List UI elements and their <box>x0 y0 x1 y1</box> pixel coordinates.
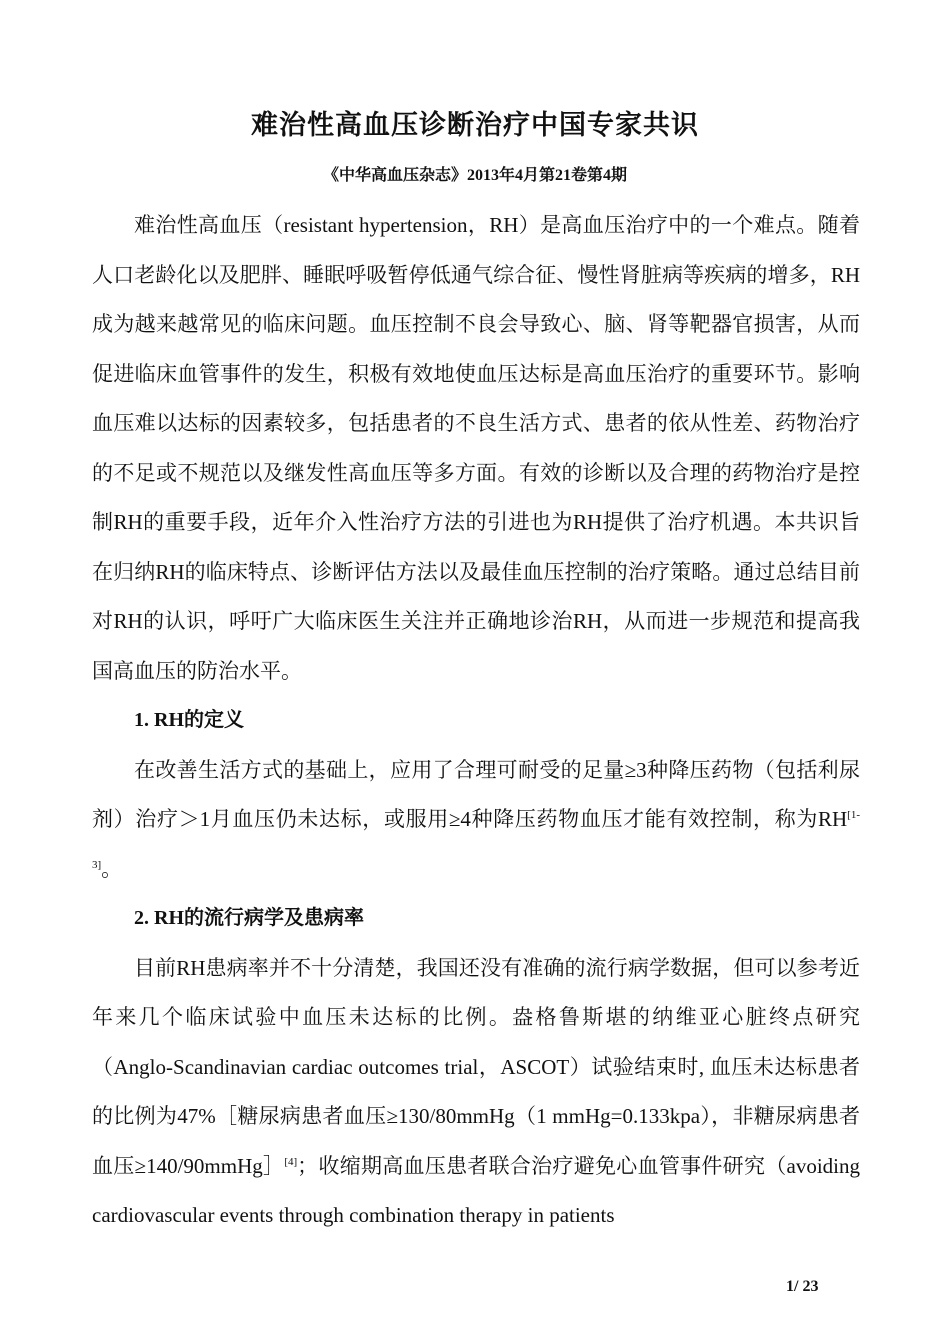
section-2-paragraph <box>92 944 860 1241</box>
document-title: 难治性高血压诊断治疗中国专家共识 <box>251 110 699 140</box>
section-2-heading: 2. RH的流行病学及患病率 <box>134 907 364 929</box>
page-separator: / <box>794 1278 799 1295</box>
section-1-heading: 1. RH的定义 <box>134 709 244 731</box>
citation-ref: [4] <box>284 1155 298 1168</box>
section-1-paragraph <box>92 746 860 895</box>
citation-ref: [1-3] <box>92 809 860 871</box>
section-1-end: 。 <box>101 856 123 881</box>
section-2-text-b: ；收缩期高血压患者联合治疗避免心血管事件研究（avoiding cardiovascular events through combination therapy in patients <box>92 1153 860 1227</box>
section-2-text-a: 目前RH患病率并不十分清楚，我国还没有准确的流行病学数据，但可以参考近年来几个临床试验中血压未达标的比例。盎格鲁斯堪的纳维亚心脏终点研究（Anglo-Scandinavian cardiac outcomes trial，ASCOT）试验结束时, 血压未达标患者的比例为47%［糖尿病患者血压≥130/80mmHg（1 mmHg=0.133kpa），非糖尿病患者血压≥140/90mmHg］ <box>92 955 860 1178</box>
journal-citation: 《中华高血压杂志》2013年4月第21卷第4期 <box>322 167 627 184</box>
intro-paragraph: 难治性高血压（resistant hypertension，RH）是高血压治疗中的一个难点。随着人口老龄化以及肥胖、睡眠呼吸暂停低通气综合征、慢性肾脏病等疾病的增多，RH成为越来越常见的临床问题。血压控制不良会导致心、脑、肾等靶器官损害，从而促进临床血管事件的发生，积极有效地使血压达标是高血压治疗的重要环节。影响血压难以达标的因素较多，包括患者的不良生活方式、患者的依从性差、药物治疗的不足或不规范以及继发性高血压等多方面。有效的诊断以及合理的药物治疗是控制RH的重要手段，近年介入性治疗方法的引进也为RH提供了治疗机遇。本共识旨在归纳RH的临床特点、诊断评估方法以及最佳血压控制的治疗策略。通过总结目前对RH的认识，呼吁广大临床医生关注并正确地诊治RH，从而进一步规范和提高我国高血压的防治水平。 <box>92 213 860 683</box>
total-pages: 23 <box>798 1278 819 1295</box>
current-page: 1 <box>786 1278 794 1295</box>
document-body <box>92 201 860 1241</box>
page-number <box>786 1278 818 1296</box>
section-1-text: 在改善生活方式的基础上，应用了合理可耐受的足量≥3种降压药物（包括利尿剂）治疗＞1月血压仍未达标，或服用≥4种降压药物血压才能有效控制，称为RH <box>92 757 860 831</box>
